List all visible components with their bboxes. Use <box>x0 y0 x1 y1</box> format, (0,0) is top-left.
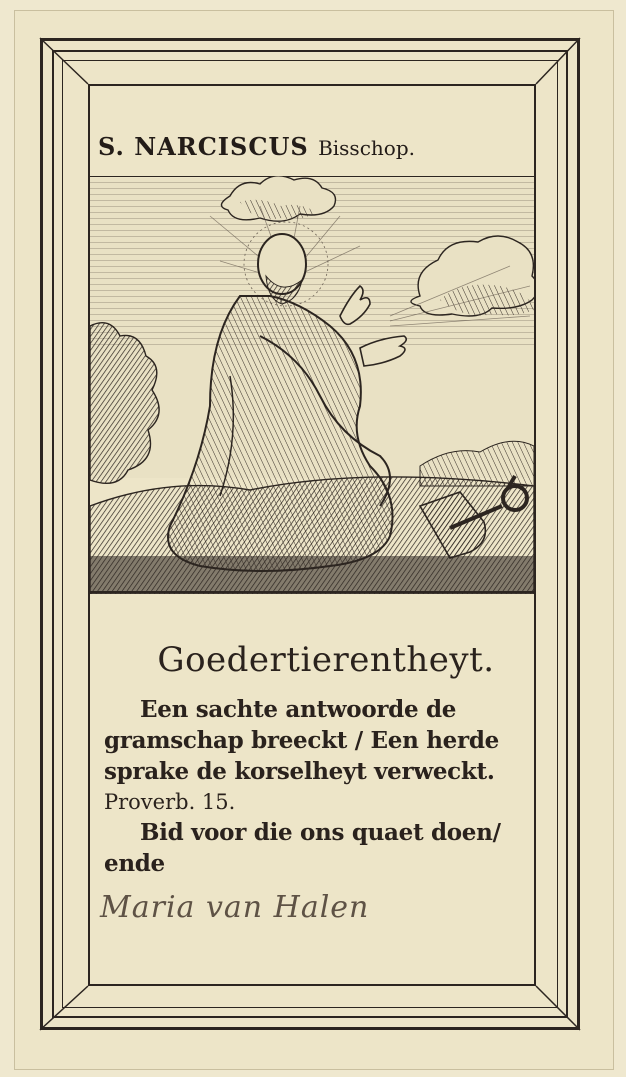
saint-name: S. NARCISCUS <box>98 132 309 161</box>
virtue-heading: Goedertierentheyt. <box>157 640 495 680</box>
saint-role: Bisschop. <box>318 136 415 160</box>
text-block <box>104 640 524 879</box>
engraving-image <box>90 176 534 594</box>
verse-line: gramschap breeckt / Een herde <box>104 727 499 754</box>
saint-title <box>98 132 528 161</box>
bible-reference: Proverb. 15. <box>104 790 236 814</box>
handwritten-signature: Maria van Halen <box>100 890 370 925</box>
prayer-line: Bid voor die ons quaet doen/ <box>140 819 501 846</box>
verse-line: sprake de korselheyt verweckt. <box>104 758 495 785</box>
prayer-line: ende <box>104 850 165 877</box>
verse-line: Een sachte antwoorde de <box>140 696 457 723</box>
